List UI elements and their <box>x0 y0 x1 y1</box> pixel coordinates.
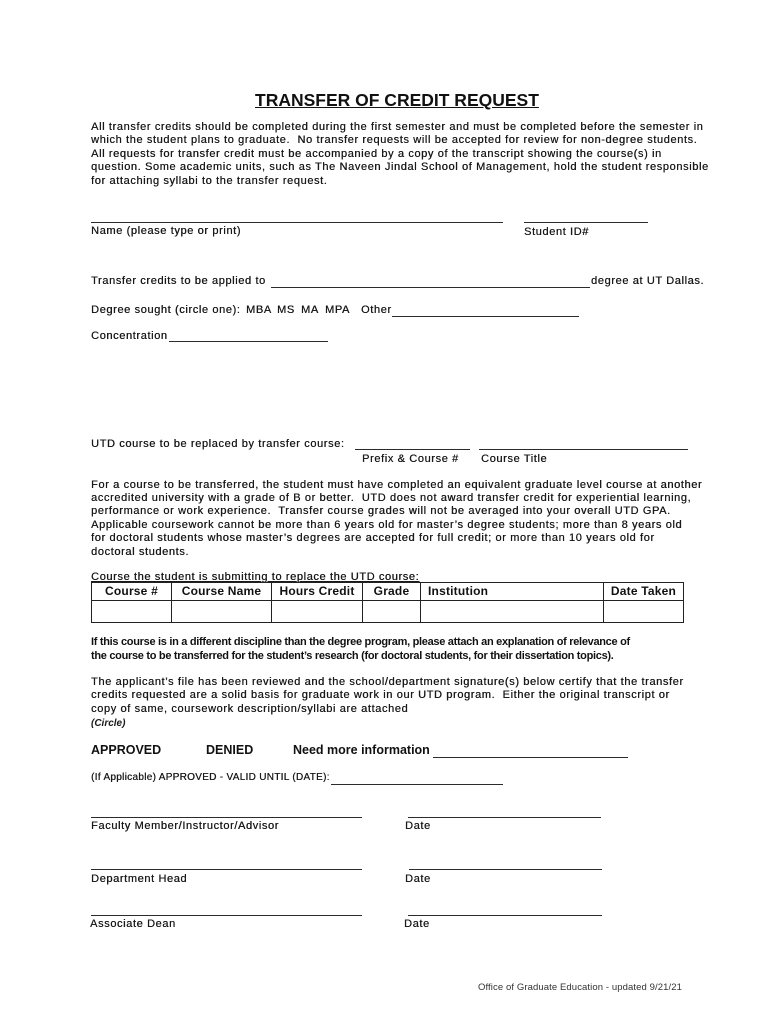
utd-course-label: UTD course to be replaced by transfer course: <box>91 437 345 450</box>
associate-dean-signature-field[interactable] <box>91 902 362 916</box>
intro-line: All requests for transfer credit must be accompanied by a copy of the transcript showing the course(s) in <box>91 147 662 160</box>
requirements-line: performance or work experience. Transfer course grades will not be averaged into your overall UTD GPA. <box>91 505 671 518</box>
cell-institution[interactable] <box>421 601 604 623</box>
table-caption: Course the student is submitting to replace the UTD course: <box>91 570 420 583</box>
requirements-line: Applicable coursework cannot be more than 6 years old for master’s degree students; more than 8 years old <box>91 518 683 531</box>
prefix-course-label: Prefix & Course # <box>362 452 459 465</box>
footer-note: Office of Graduate Education - updated 9/21/21 <box>478 982 683 993</box>
department-head-signature-field[interactable] <box>91 856 362 870</box>
degree-sought-label: Degree sought (circle one): <box>91 303 241 316</box>
review-paragraph <box>91 676 684 717</box>
relevance-paragraph <box>91 635 630 663</box>
department-head-label: Department Head <box>91 872 188 885</box>
concentration-label: Concentration <box>91 329 168 342</box>
associate-dean-date-field[interactable] <box>408 902 602 916</box>
degree-option-ms[interactable]: MS <box>277 303 295 316</box>
faculty-signature-field[interactable] <box>91 804 362 818</box>
circle-note: (Circle) <box>91 718 126 729</box>
cell-course-number[interactable] <box>92 601 172 623</box>
cell-course-name[interactable] <box>172 601 272 623</box>
table-row <box>92 601 684 623</box>
requirements-line: for doctoral students whose master’s degrees are accepted for full credit; or more than 10 years old for <box>91 532 655 545</box>
transfer-degree-field[interactable] <box>271 274 590 288</box>
course-title-label: Course Title <box>481 452 548 465</box>
student-id-field[interactable] <box>524 209 648 223</box>
need-more-information-option[interactable]: Need more information <box>293 742 430 757</box>
transfer-degree-label: Transfer credits to be applied to <box>91 274 266 287</box>
utd-course-title-field[interactable] <box>479 436 688 450</box>
cell-grade[interactable] <box>363 601 421 623</box>
approved-option[interactable]: APPROVED <box>91 742 162 757</box>
relevance-line: If this course is in a different discipline than the degree program, please attach an explanation of relevance of <box>91 636 630 648</box>
requirements-paragraph <box>91 479 702 560</box>
faculty-signature-label: Faculty Member/Instructor/Advisor <box>91 819 279 832</box>
requirements-line: doctoral students. <box>91 545 189 558</box>
faculty-date-field[interactable] <box>408 804 601 818</box>
valid-until-date-field[interactable] <box>331 771 503 785</box>
need-more-information-field[interactable] <box>433 744 628 758</box>
degree-option-other[interactable]: Other <box>361 303 392 316</box>
associate-dean-date-label: Date <box>404 917 430 930</box>
header-date-taken: Date Taken <box>604 583 684 601</box>
relevance-line: the course to be transferred for the student’s research (for doctoral students, for their dissertation topics). <box>91 650 614 662</box>
intro-line: All transfer credits should be completed during the first semester and must be completed before the semester in <box>91 120 704 133</box>
other-degree-field[interactable] <box>392 303 579 317</box>
name-label: Name (please type or print) <box>91 224 242 237</box>
cell-date-taken[interactable] <box>604 601 684 623</box>
cell-hours-credit[interactable] <box>272 601 363 623</box>
review-line: copy of same, coursework description/syllabi are attached <box>91 702 409 715</box>
table-header-row <box>92 583 684 601</box>
header-course-number: Course # <box>92 583 172 601</box>
concentration-field[interactable] <box>169 328 328 342</box>
faculty-date-label: Date <box>405 819 431 832</box>
intro-line: for attaching syllabi to the transfer request. <box>91 174 328 187</box>
header-course-name: Course Name <box>172 583 272 601</box>
student-id-label: Student ID# <box>524 225 589 238</box>
valid-until-label: (If Applicable) APPROVED - VALID UNTIL (DATE): <box>91 772 330 783</box>
name-field[interactable] <box>91 209 503 223</box>
degree-option-mpa[interactable]: MPA <box>325 303 350 316</box>
transfer-course-table <box>91 582 684 623</box>
header-institution: Institution <box>421 583 604 601</box>
requirements-line: accredited university with a grade of B or better. UTD does not award transfer credit for experiential learning, <box>91 491 692 504</box>
header-hours-credit: Hours Credit <box>272 583 363 601</box>
associate-dean-label: Associate Dean <box>90 917 176 930</box>
page-title: TRANSFER OF CREDIT REQUEST <box>255 90 539 110</box>
degree-option-ma[interactable]: MA <box>301 303 319 316</box>
intro-paragraph <box>91 121 709 189</box>
denied-option[interactable]: DENIED <box>206 742 254 757</box>
review-line: credits requested are a solid basis for graduate work in our UTD program. Either the original transcript or <box>91 689 670 701</box>
intro-line: which the student plans to graduate. No transfer requests will be accepted for review for non-degree students. <box>91 134 698 146</box>
degree-option-mba[interactable]: MBA <box>246 303 272 316</box>
requirements-line: For a course to be transferred, the student must have completed an equivalent graduate level course at another <box>91 478 703 491</box>
header-grade: Grade <box>363 583 421 601</box>
review-line: The applicant’s file has been reviewed and the school/department signature(s) below certify that the transfer <box>91 675 684 688</box>
department-head-date-label: Date <box>405 872 431 885</box>
intro-line: question. Some academic units, such as The Naveen Jindal School of Management, hold the student responsible <box>91 161 709 173</box>
transfer-degree-suffix: degree at UT Dallas. <box>591 274 705 287</box>
department-head-date-field[interactable] <box>409 856 602 870</box>
utd-prefix-course-field[interactable] <box>355 436 470 450</box>
